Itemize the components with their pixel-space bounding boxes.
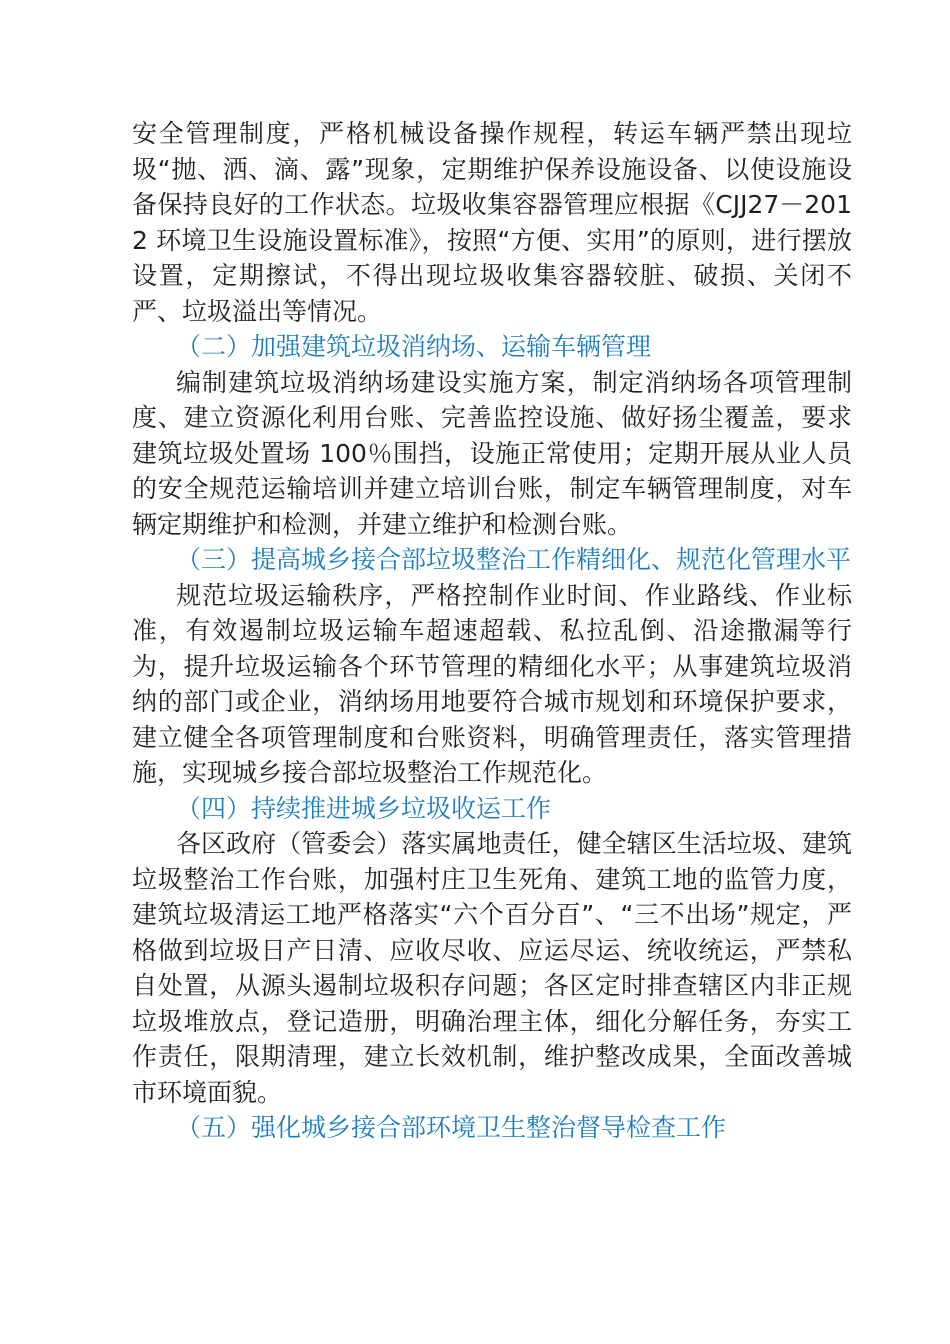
section-heading-2: （二）加强建筑垃圾消纳场、运输车辆管理 <box>176 332 652 361</box>
paragraph-section-3: 规范垃圾运输秩序，严格控制作业时间、作业路线、作业标准，有效遏制垃圾运输车超速超载、私拉乱倒、沿途撒漏等行为，提升垃圾运输各个环节管理的精细化水平；从事建筑垃圾消纳的部门或企业，消纳场用地要符合城市规划和环境保护要求，建立健全各项管理制度和台账资料，明确管理责任，落实管理措施，实现城乡接合部垃圾整治工作规范化。 <box>132 580 852 787</box>
section-heading-4: （四）持续推进城乡垃圾收运工作 <box>176 793 552 823</box>
paragraph-continuation: 安全管理制度，严格机械设备操作规程，转运车辆严禁出现垃圾“抛、洒、滴、露”现象，定期维护保养设施设备、以使设施设备保持良好的工作状态。垃圾收集容器管理应根据《CJJ27－2012 环境卫生设施设置标准》，按照“方便、实用”的原则，进行摆放设置，定期擦试，不得出现垃圾收集容器较脏、破损、关闭不严、垃圾溢出等情况。 <box>132 119 852 326</box>
paragraph-section-4: 各区政府（管委会）落实属地责任，健全辖区生活垃圾、建筑垃圾整治工作台账，加强村庄卫生死角、建筑工地的监管力度，建筑垃圾清运工地严格落实“六个百分百”、“三不出场”规定，严格做到垃圾日产日清、应收尽收、应运尽运、统收统运，严禁私自处置，从源头遏制垃圾积存问题；各区定时排查辖区内非正规垃圾堆放点，登记造册，明确治理主体，细化分解任务，夯实工作责任，限期清理，建立长效机制，维护整改成果，全面改善城市环境面貌。 <box>132 829 852 1107</box>
paragraph-section-2: 编制建筑垃圾消纳场建设实施方案，制定消纳场各项管理制度、建立资源化利用台账、完善监控设施、做好扬尘覆盖，要求建筑垃圾处置场 100％围挡，设施正常使用；定期开展从业人员的安全规范运输培训并建立培训台账，制定车辆管理制度，对车辆定期维护和检测，并建立维护和检测台账。 <box>132 367 852 539</box>
section-heading-5: （五）强化城乡接合部环境卫生整治督导检查工作 <box>176 1113 727 1142</box>
section-heading-3: （三）提高城乡接合部垃圾整治工作精细化、规范化管理水平 <box>176 545 852 574</box>
document-page <box>132 116 852 1146</box>
